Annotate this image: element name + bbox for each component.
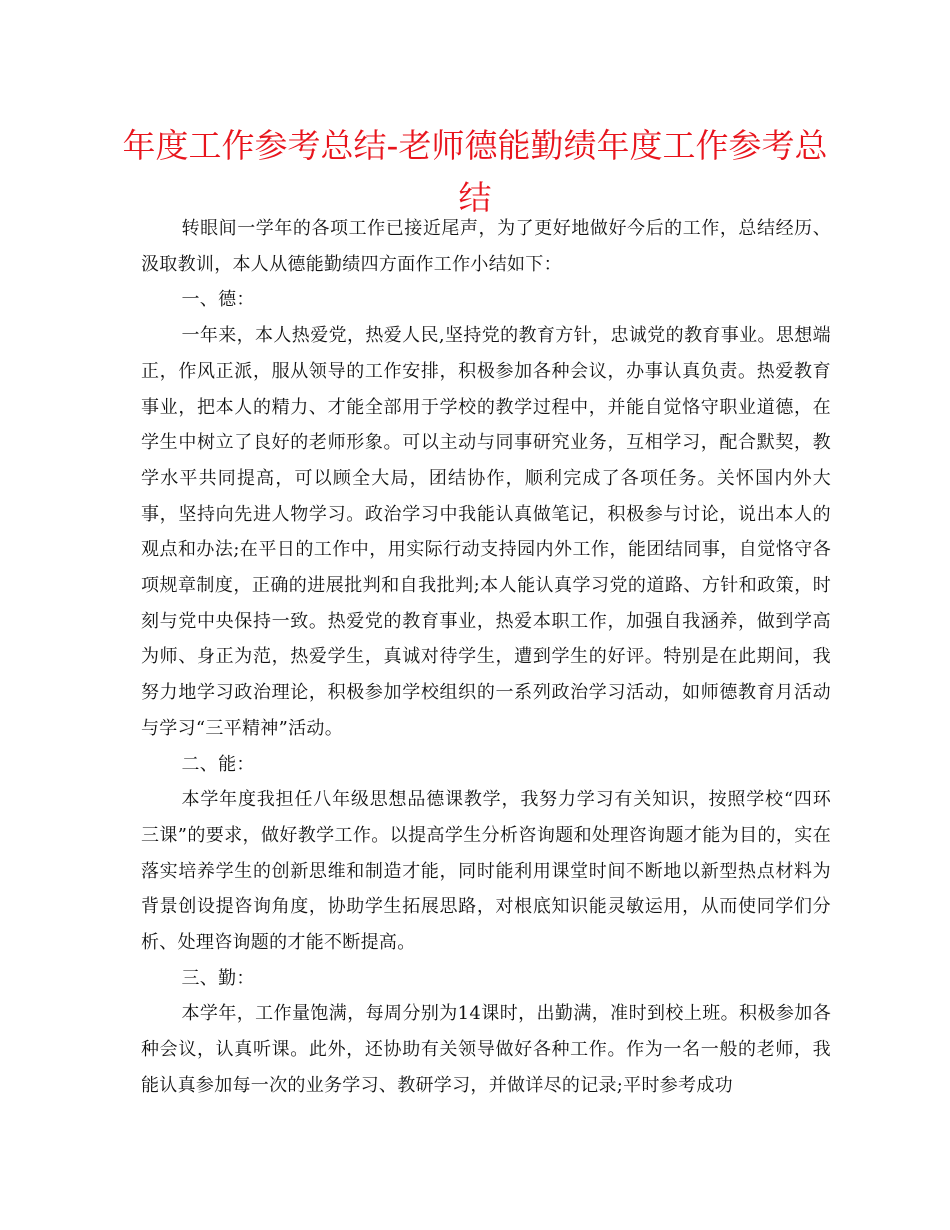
section-heading-neng: 二、能： [181, 753, 255, 775]
intro-paragraph: 转眼间一学年的各项工作已接近尾声，为了更好地做好今后的工作，总结经历、汲取教训，本人从德能勤绩四方面作工作小结如下： [141, 218, 831, 275]
document-body [141, 211, 831, 1104]
section-paragraph-de: 一年来，本人热爱党，热爱人民,坚持党的教育方针，忠诚党的教育事业。思想端正，作风正派，服从领导的工作安排，积极参加各种会议，办事认真负责。热爱教育事业，把本人的精力、才能全部用于学校的教学过程中，并能自觉恪守职业道德，在学生中树立了良好的老师形象。可以主动与同事研究业务，互相学习，配合默契，教学水平共同提高，可以顾全大局，团结协作，顺利完成了各项任务。关怀国内外大事，坚持向先进人物学习。政治学习中我能认真做笔记，积极参与讨论，说出本人的观点和办法;在平日的工作中，用实际行动支持园内外工作，能团结同事，自觉恪守各项规章制度，正确的进展批判和自我批判;本人能认真学习党的道路、方针和政策，时刻与党中央保持一致。热爱党的教育事业，热爱本职工作，加强自我涵养，做到学高为师、身正为范，热爱学生，真诚对待学生，遭到学生的好评。特别是在此期间，我努力地学习政治理论，积极参加学校组织的一系列政治学习活动，如师德教育月活动与学习“三平精神”活动。 [141, 325, 831, 739]
section-heading-de: 一、德： [181, 289, 255, 311]
section-paragraph-qin: 本学年，工作量饱满，每周分别为14课时，出勤满，准时到校上班。积极参加各种会议，认真听课。此外，还协助有关领导做好各种工作。作为一名一般的老师，我能认真参加每一次的业务学习、教研学习，并做详尽的记录;平时参考成功 [141, 1003, 831, 1096]
section-heading-qin: 三、勤： [181, 967, 255, 989]
document-title: 年度工作参考总结-老师德能勤绩年度工作参考总结 [122, 126, 828, 217]
section-paragraph-neng: 本学年度我担任八年级思想品德课教学，我努力学习有关知识，按照学校“四环三课”的要求，做好教学工作。以提高学生分析咨询题和处理咨询题才能为目的，实在落实培养学生的创新思维和制造才能，同时能利用课堂时间不断地以新型热点材料为背景创设提咨询角度，协助学生拓展思路，对根底知识能灵敏运用，从而使同学们分析、处理咨询题的才能不断提高。 [141, 789, 831, 954]
